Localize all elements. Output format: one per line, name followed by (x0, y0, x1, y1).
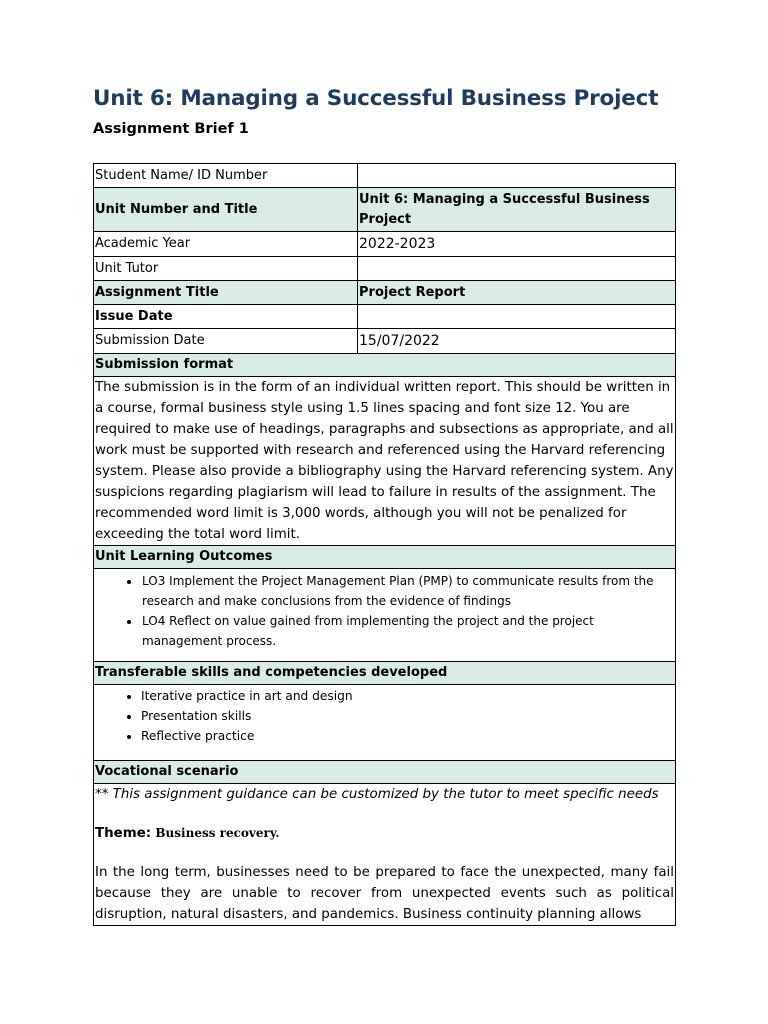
unit-value: Unit 6: Managing a Successful Business Project (358, 188, 676, 232)
submission-date-label: Submission Date (94, 329, 358, 354)
table-row (94, 329, 676, 354)
student-value (358, 164, 676, 188)
learning-outcomes-heading: Unit Learning Outcomes (94, 546, 676, 569)
list-item: • Iterative practice in art and design (141, 686, 674, 706)
table-row (94, 784, 676, 926)
table-row (94, 188, 676, 232)
table-row (94, 257, 676, 281)
vocational-scenario-cell (94, 784, 676, 926)
assignment-title-value: Project Report (358, 281, 676, 305)
tutor-value (358, 257, 676, 281)
theme-label: Theme: (95, 826, 152, 841)
table-row (94, 377, 676, 546)
table-row (94, 569, 676, 662)
table-row (94, 305, 676, 329)
list-item: • Presentation skills (141, 706, 674, 726)
document-subtitle: Assignment Brief 1 (93, 121, 249, 137)
table-row (94, 281, 676, 305)
learning-outcomes-cell (94, 569, 676, 662)
submission-format-text: The submission is in the form of an individual written report. This should be written in a course, formal business style using 1.5 lines spacing and font size 12. You are required to make use of headings, paragraphs and subsections as appropriate, and all work must be supported with research and referenced using the Harvard referencing system. Please also provide a bibliography using the Harvard referencing system. Any suspicions regarding plagiarism will lead to failure in results of the assignment. The recommended word limit is 3,000 words, although you will not be penalized for exceeding the total word limit. (94, 377, 676, 546)
issue-date-value (358, 305, 676, 329)
submission-format-heading: Submission format (94, 354, 676, 377)
skills-cell (94, 685, 676, 761)
table-row (94, 354, 676, 377)
skills-heading: Transferable skills and competencies developed (94, 662, 676, 685)
skills-list (95, 685, 674, 760)
table-row (94, 232, 676, 257)
table-row (94, 761, 676, 784)
student-label: Student Name/ ID Number (94, 164, 358, 188)
scenario-text: In the long term, businesses need to be prepared to face the unexpected, many fail because they are unable to recover from unexpected events such as political disruption, natural disasters, and pandemics. Business continuity planning allows (95, 865, 674, 922)
tutor-label: Unit Tutor (94, 257, 358, 281)
list-item: • Reflective practice (141, 726, 674, 746)
document-title: Unit 6: Managing a Successful Business Project (93, 86, 659, 111)
year-value: 2022-2023 (358, 232, 676, 257)
table-row (94, 546, 676, 569)
theme-value: Business recovery. (155, 826, 280, 840)
table-row (94, 662, 676, 685)
assignment-brief-table (93, 163, 676, 926)
scenario-note: ** This assignment guidance can be customized by the tutor to meet specific needs (95, 787, 659, 802)
submission-date-value: 15/07/2022 (358, 329, 676, 354)
table-row (94, 164, 676, 188)
assignment-title-label: Assignment Title (94, 281, 358, 305)
learning-outcomes-list (95, 569, 674, 661)
list-item: • LO3 Implement the Project Management Plan (PMP) to communicate results from the research and make conclusions from the evidence of findings (141, 571, 674, 611)
list-item: • LO4 Reflect on value gained from implementing the project and the project management process. (141, 611, 674, 651)
issue-date-label: Issue Date (94, 305, 358, 329)
scenario-theme (95, 823, 674, 844)
unit-label: Unit Number and Title (94, 188, 358, 232)
year-label: Academic Year (94, 232, 358, 257)
vocational-scenario-heading: Vocational scenario (94, 761, 676, 784)
table-row (94, 685, 676, 761)
